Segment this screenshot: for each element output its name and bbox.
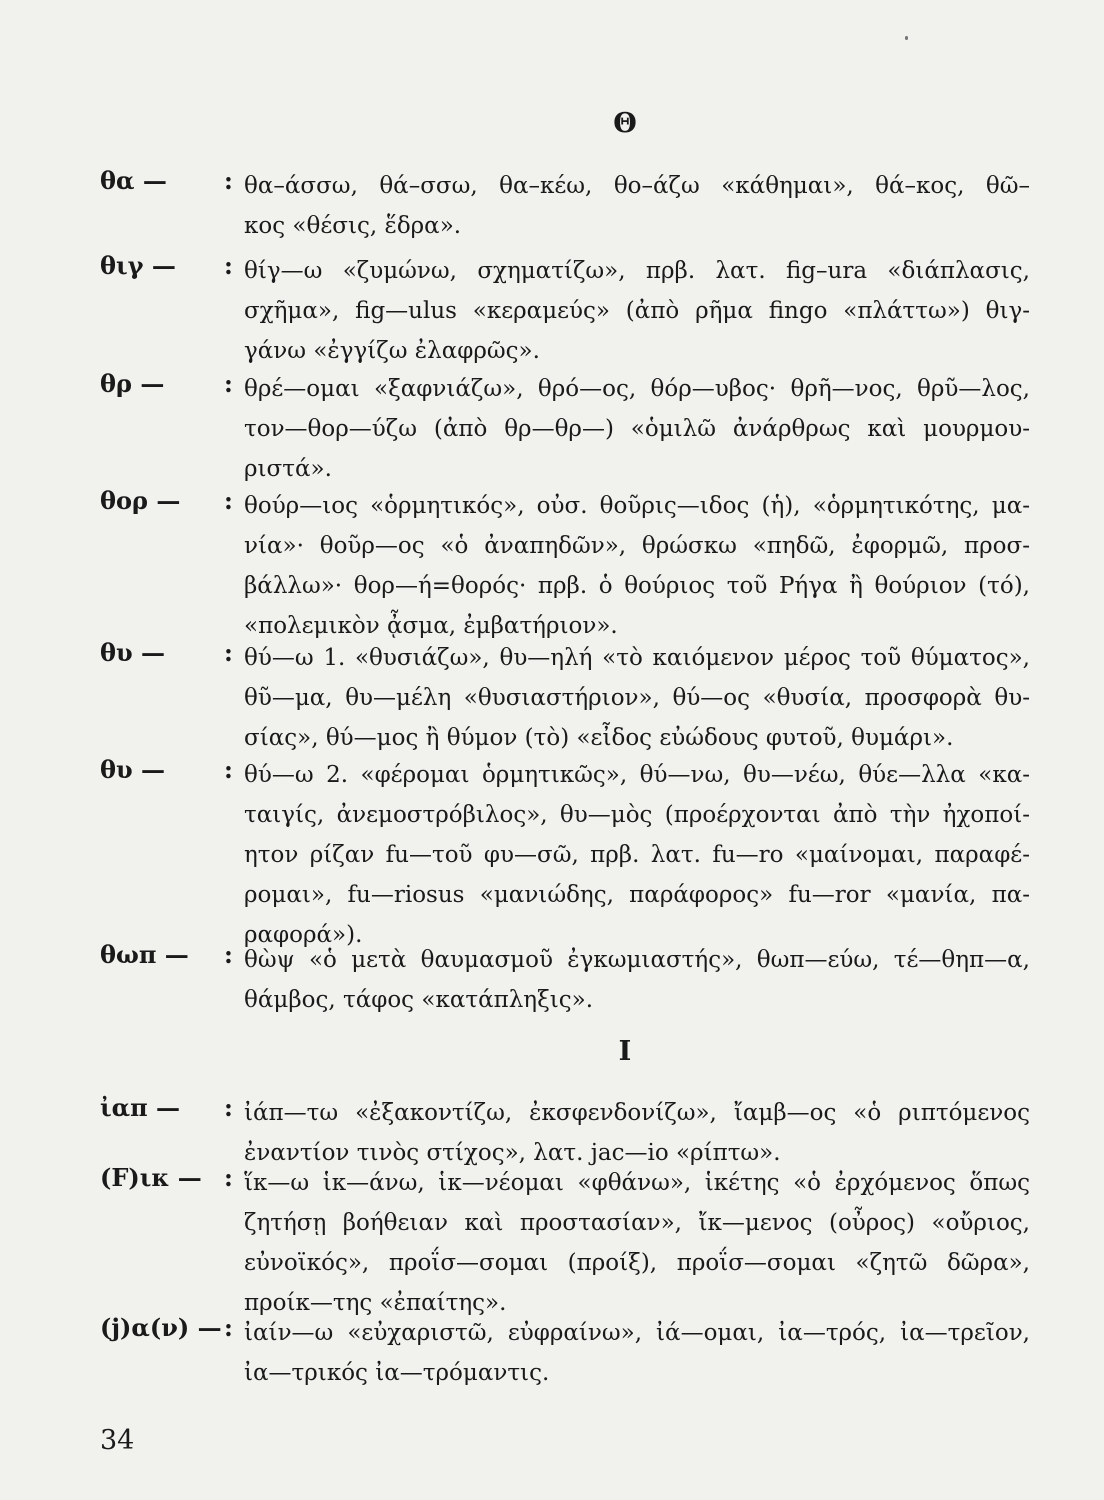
entry-root: θωπ — — [100, 940, 189, 969]
entry-line: θύ—ω 1. «θυσιάζω», θυ—ηλή «τὸ καιόμενον μέρος τοῦ θύματος», — [244, 645, 1030, 671]
entry-line: εὐνοϊκός», προΐσ—σομαι (προίξ), προΐσ—σομαι «ζητῶ δῶρα», — [244, 1250, 1030, 1276]
ink-speck — [905, 36, 908, 40]
entry-line: κος «θέσις, ἕδρα». — [244, 213, 462, 239]
entry-line: θῦ—μα, θυ—μέλη «θυσιαστήριον», θύ—ος «θυσία, προσφορὰ θυ- — [244, 685, 1030, 711]
entry-colon: : — [224, 638, 233, 667]
entry-root: ἰαπ — — [100, 1093, 181, 1122]
entry-line: θούρ—ιος «ὁρμητικός», οὐσ. θοῦρις—ιδος (ἡ), «ὁρμητικότης, μα- — [244, 493, 1030, 519]
entry-text — [244, 755, 1030, 955]
entry-line: θὼψ «ὁ μετὰ θαυμασμοῦ ἐγκωμιαστής», θωπ—εύω, τέ—θηπ—α, — [244, 947, 1030, 973]
entry-root: θορ — — [100, 486, 181, 515]
entry-line: ραφορά»). — [244, 922, 363, 948]
entry-colon: : — [224, 369, 233, 398]
entry-text — [244, 369, 1030, 489]
entry-text — [244, 166, 1030, 246]
entry-colon: : — [224, 1163, 233, 1192]
entry-root: (F)ικ — — [100, 1163, 202, 1192]
entry-root: (j)α(ν) — — [100, 1313, 222, 1342]
entry-text — [244, 940, 1030, 1020]
entry-line: ζητήσῃ βοήθειαν καὶ προστασίαν», ἴκ—μενος (οὖρος) «οὔριος, — [244, 1210, 1030, 1236]
entry-line: θα–άσσω, θά–σσω, θα–κέω, θο–άζω «κάθημαι», θά–κος, θῶ– — [244, 173, 1030, 199]
entry-line: ριστά». — [244, 456, 332, 482]
entry-root: θιγ — — [100, 251, 176, 280]
entry-text — [244, 1093, 1030, 1173]
entry-line: «πολεμικὸν ᾆσμα, ἐμβατήριον». — [244, 613, 618, 639]
entry-line: ἰα—τρικός ἰα—τρόμαντις. — [244, 1360, 550, 1386]
entry-text — [244, 1313, 1030, 1393]
entry-colon: : — [224, 940, 233, 969]
section-letter-iota: Ι — [618, 1036, 632, 1067]
entry-colon: : — [224, 1313, 233, 1342]
entry-line: ἵκ—ω ἱκ—άνω, ἱκ—νέομαι «φθάνω», ἱκέτης «ὁ ἐρχόμενος ὅπως — [244, 1170, 1030, 1196]
entry-line: προίκ—της «ἐπαίτης». — [244, 1290, 507, 1316]
entry-line: σίας», θύ—μος ἢ θύμον (τὸ) «εἶδος εὐώδους φυτοῦ, θυμάρι». — [244, 725, 954, 751]
entry-colon: : — [224, 166, 233, 195]
entry-line: τον—θορ—ύζω (ἀπὸ θρ—θρ—) «ὁμιλῶ ἀνάρθρως καὶ μουρμου- — [244, 416, 1030, 442]
section-letter-theta: Θ — [613, 108, 637, 139]
entry-colon: : — [224, 251, 233, 280]
entry-line: θίγ—ω «ζυμώνω, σχηματίζω», πρβ. λατ. fig–ura «διάπλασις, — [244, 258, 1030, 284]
entry-line: θύ—ω 2. «φέρομαι ὁρμητικῶς», θύ—νω, θυ—νέω, θύε—λλα «κα- — [244, 762, 1030, 788]
entry-line: σχῆμα», fig—ulus «κεραμεύς» (ἀπὸ ρῆμα fingo «πλάττω») θιγ- — [244, 298, 1030, 324]
entry-line: ταιγίς, ἀνεμοστρόβιλος», θυ—μὸς (προέρχονται ἀπὸ τὴν ἠχοποί- — [244, 802, 1030, 828]
entry-line: ρομαι», fu—riosus «μανιώδης, παράφορος» fu—ror «μανία, πα- — [244, 882, 1030, 908]
entry-line: γάνω «ἐγγίζω ἐλαφρῶς». — [244, 338, 540, 364]
entry-line: ἰαίν—ω «εὐχαριστῶ, εὐφραίνω», ἰά—ομαι, ἰα—τρός, ἰα—τρεῖον, — [244, 1320, 1030, 1346]
entry-line: ητον ρίζαν fu—τοῦ φυ—σῶ, πρβ. λατ. fu—ro «μαίνομαι, παραφέ- — [244, 842, 1030, 868]
entry-root: θρ — — [100, 369, 165, 398]
page-number: 34 — [100, 1425, 135, 1456]
entry-root: θυ — — [100, 755, 166, 784]
entry-text — [244, 638, 1030, 758]
entry-root: θυ — — [100, 638, 166, 667]
entry-colon: : — [224, 1093, 233, 1122]
entry-colon: : — [224, 486, 233, 515]
entry-line: ἐναντίον τινὸς στίχος», λατ. jac—io «ρίπτω». — [244, 1140, 781, 1166]
entry-line: ἰάπ—τω «ἐξακοντίζω, ἐκσφενδονίζω», ἴαμβ—ος «ὁ ριπτόμενος — [244, 1100, 1030, 1126]
entry-text — [244, 251, 1030, 371]
entry-text — [244, 1163, 1030, 1323]
entry-root: θα — — [100, 166, 167, 195]
entry-text — [244, 486, 1030, 646]
entry-line: νία»· θοῦρ—ος «ὁ ἀναπηδῶν», θρώσκω «πηδῶ, ἐφορμῶ, προσ- — [244, 533, 1030, 559]
entry-colon: : — [224, 755, 233, 784]
entry-line: θάμβος, τάφος «κατάπληξις». — [244, 987, 594, 1013]
entry-line: θρέ—ομαι «ξαφνιάζω», θρό—ος, θόρ—υβος· θρῆ—νος, θρῦ—λος, — [244, 376, 1030, 402]
entry-line: βάλλω»· θορ—ή=θορός· πρβ. ὁ θούριος τοῦ Ρήγα ἢ θούριον (τό), — [244, 573, 1030, 599]
